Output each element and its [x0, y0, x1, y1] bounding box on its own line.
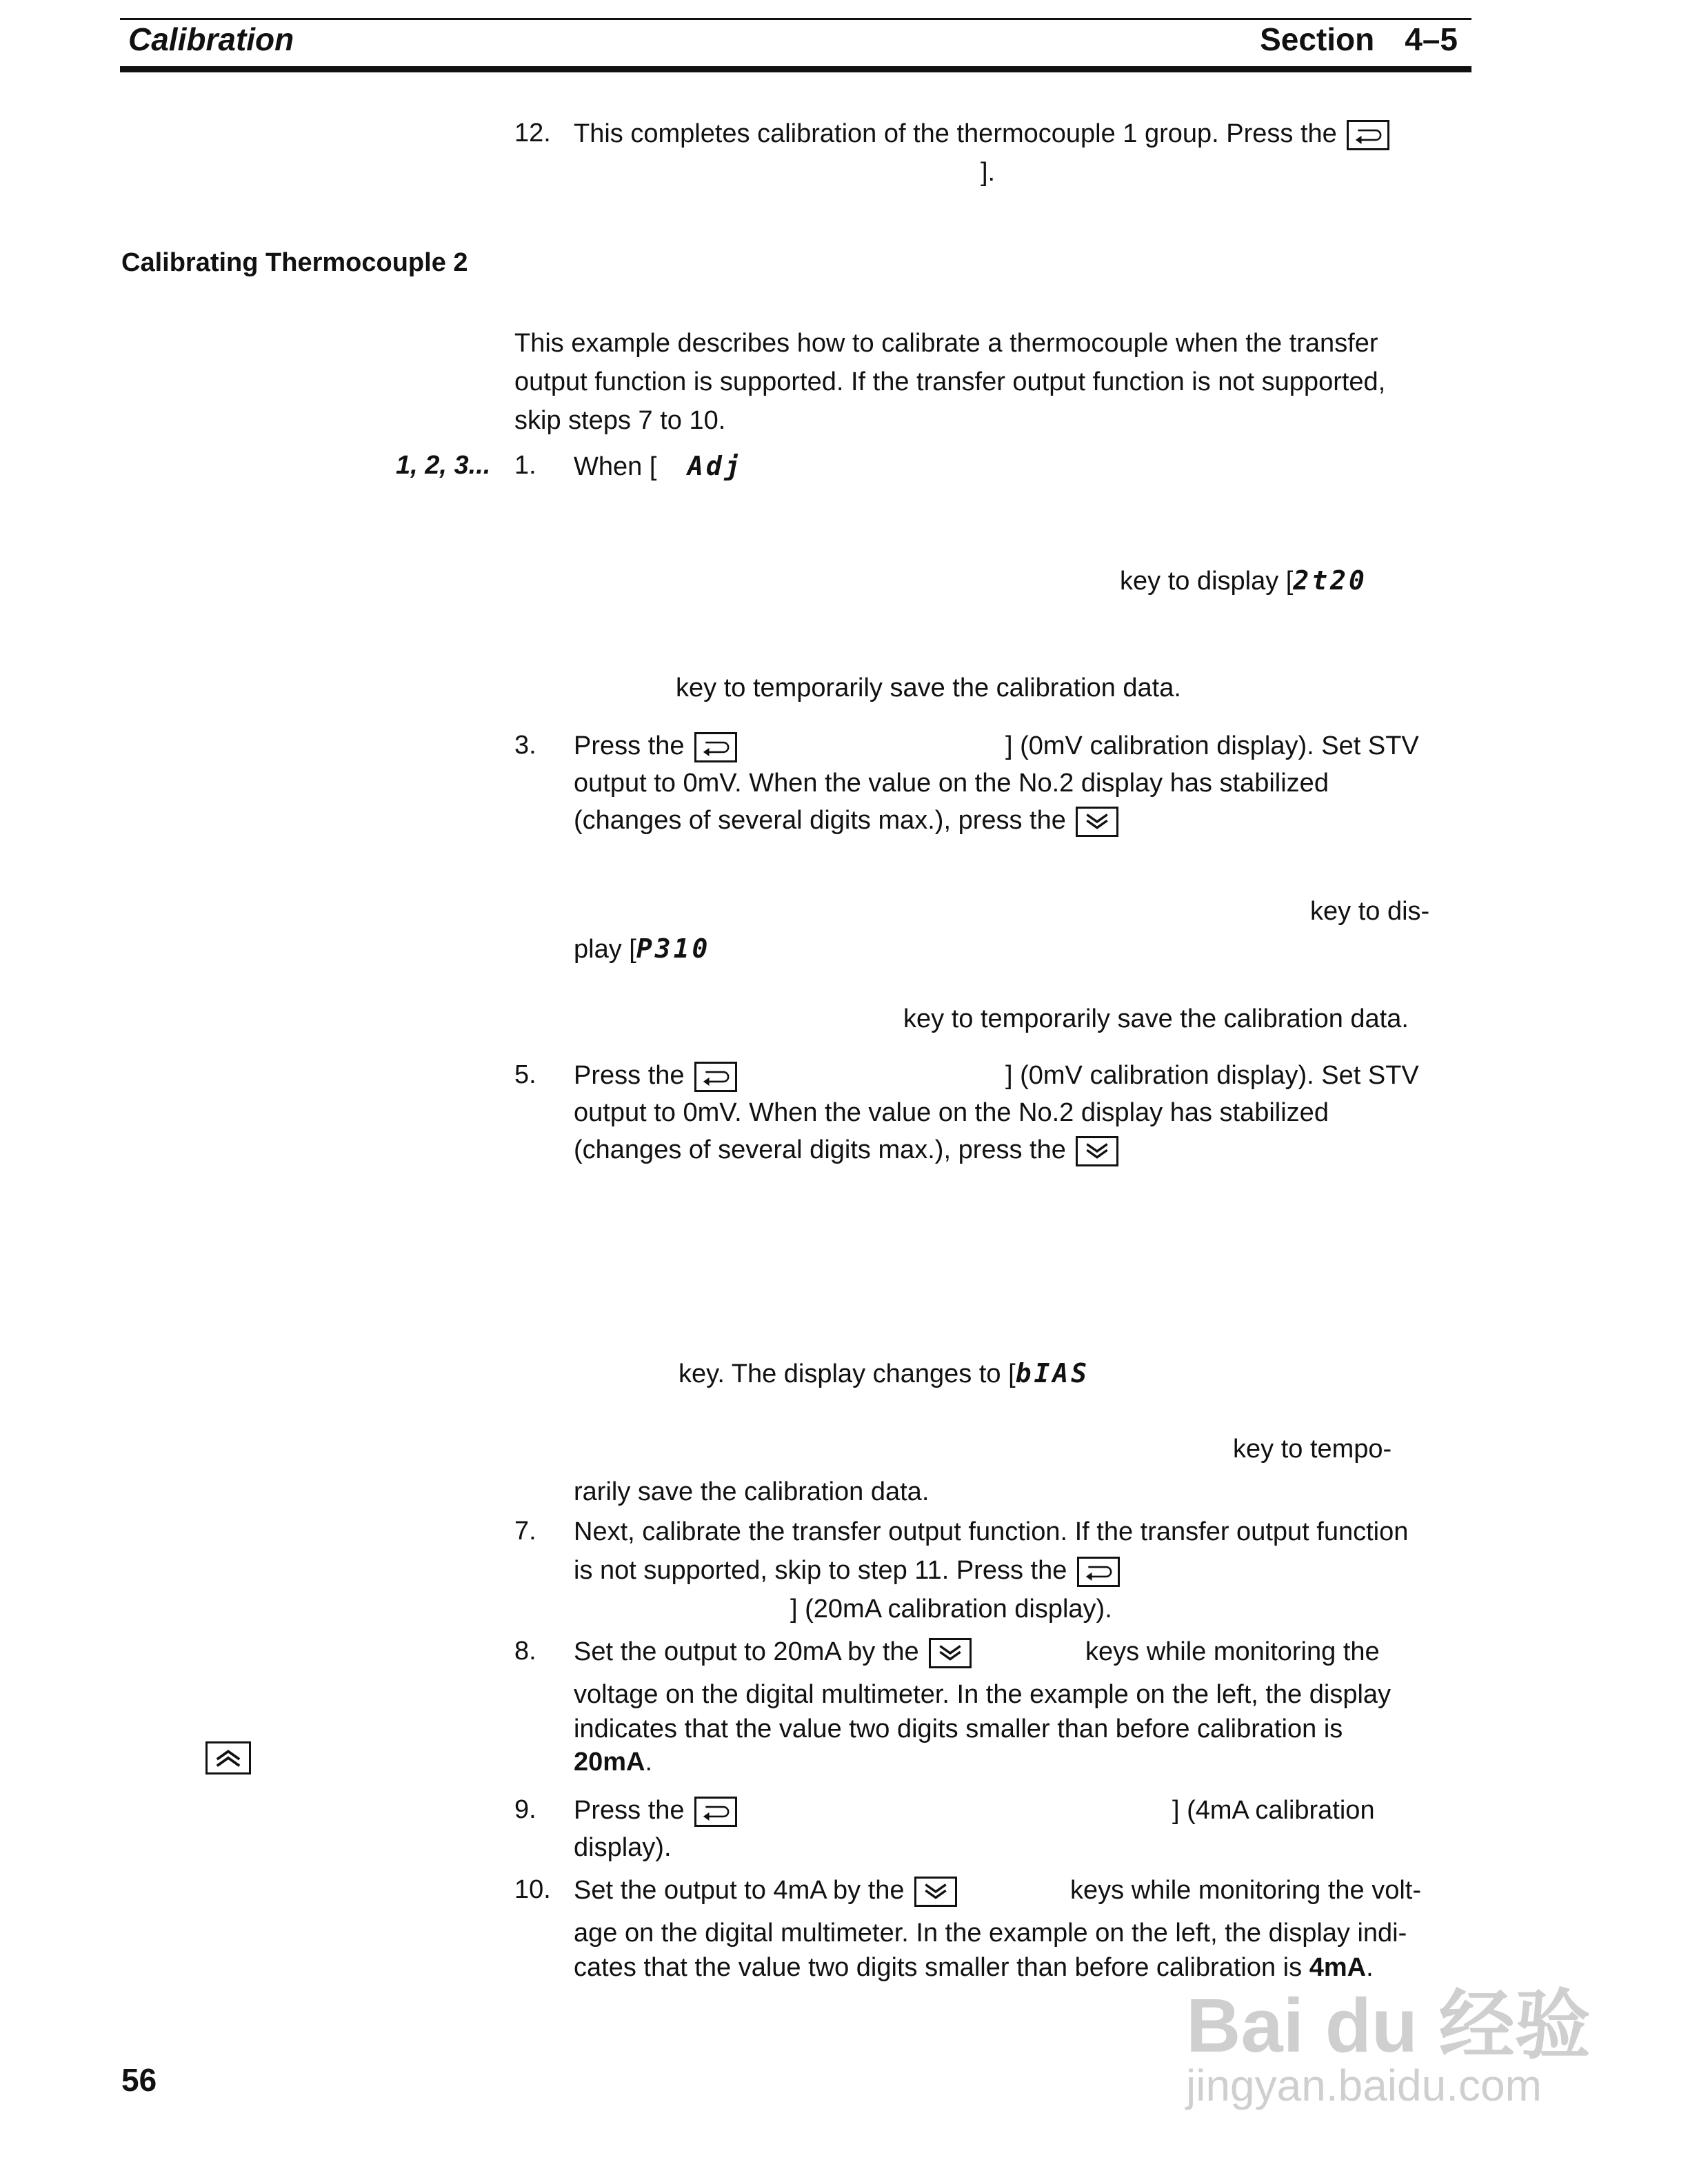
- step8-line2: voltage on the digital multimeter. In the example on the left, the display: [574, 1680, 1391, 1709]
- intro-line3: skip steps 7 to 10.: [514, 406, 726, 435]
- step-text: cates that the value two digits smaller than before calibration is: [574, 1953, 1303, 1982]
- step-number: 9.: [514, 1795, 536, 1824]
- step-text: When [: [574, 452, 657, 481]
- down-key-icon: [1076, 807, 1118, 837]
- step2-line2: key to temporarily save the calibration data.: [676, 674, 1181, 702]
- step-text: key. The display changes to [: [679, 1359, 1016, 1388]
- header-bottom-rule: [120, 66, 1471, 72]
- step-text: .: [1366, 1953, 1374, 1982]
- step10-line1a: [574, 1875, 960, 1907]
- step4-line2: [574, 933, 710, 966]
- step-text: (changes of several digits max.), press the: [574, 806, 1066, 835]
- mode-key-icon: [694, 1062, 737, 1092]
- step10-line2: age on the digital multimeter. In the example on the left, the display indi-: [574, 1919, 1407, 1948]
- step5-line2: output to 0mV. When the value on the No.2 display has stabilized: [574, 1098, 1329, 1127]
- step12-line1: [574, 119, 1392, 150]
- bold-value: 4mA: [1309, 1953, 1367, 1982]
- step8-line1b: keys while monitoring the: [1085, 1637, 1380, 1666]
- step8-line4: [574, 1747, 652, 1779]
- mode-key-icon: [694, 732, 737, 762]
- mode-key-icon: [694, 1797, 737, 1827]
- step5-line1a: [574, 1060, 740, 1092]
- up-key-icon: [205, 1741, 251, 1775]
- segment-display: bIAS: [1015, 1358, 1090, 1388]
- segment-display: P310: [636, 933, 711, 964]
- subheading: Calibrating Thermocouple 2: [121, 248, 468, 277]
- step7-line2: [574, 1555, 1123, 1587]
- down-key-icon: [1076, 1136, 1118, 1166]
- step1-line1: [574, 451, 743, 483]
- header-top-rule: [120, 18, 1471, 20]
- watermark-url: jingyan.baidu.com: [1186, 2061, 1542, 2110]
- header-section-number: 4–5: [1405, 21, 1458, 57]
- step-text: Set the output to 20mA by the: [574, 1637, 919, 1666]
- segment-display: 2t20: [1293, 565, 1367, 596]
- mode-key-icon: [1347, 120, 1389, 150]
- step3-line2: output to 0mV. When the value on the No.2 display has stabilized: [574, 769, 1329, 798]
- step-text: Press the: [574, 731, 685, 760]
- step-text: is not supported, skip to step 11. Press the: [574, 1556, 1067, 1585]
- mode-key-icon: [1077, 1557, 1120, 1587]
- step7-line3: ] (20mA calibration display).: [790, 1595, 1112, 1624]
- step3-line3: [574, 805, 1121, 837]
- step5-line1b: ] (0mV calibration display). Set STV: [1005, 1061, 1419, 1090]
- up-key-margin: [205, 1741, 251, 1775]
- step6-line3: rarily save the calibration data.: [574, 1477, 930, 1506]
- step-text: (changes of several digits max.), press the: [574, 1135, 1066, 1164]
- segment-display: Adj: [687, 451, 743, 481]
- step-text: Press the: [574, 1796, 685, 1825]
- step-number: 5.: [514, 1060, 536, 1089]
- step-number: 10.: [514, 1875, 551, 1904]
- step5-line3: [574, 1135, 1121, 1166]
- intro-line1: This example describes how to calibrate a thermocouple when the transfer: [514, 329, 1378, 358]
- step3-line1a: [574, 731, 740, 762]
- header-section-label: Section: [1260, 21, 1375, 57]
- header-title: Calibration: [128, 21, 294, 57]
- step9-line2: display).: [574, 1833, 672, 1862]
- bold-value: 20mA: [574, 1748, 645, 1777]
- step-text: .: [645, 1748, 653, 1777]
- step4-line3: key to temporarily save the calibration data.: [903, 1004, 1409, 1033]
- step-text: key to display [: [1120, 567, 1294, 596]
- step-text: Set the output to 4mA by the: [574, 1876, 905, 1905]
- down-key-icon: [914, 1877, 957, 1907]
- down-key-icon: [929, 1638, 972, 1668]
- step-text: play [: [574, 935, 636, 964]
- step-number: 8.: [514, 1637, 536, 1666]
- step6-line2: key to tempo-: [1233, 1435, 1392, 1464]
- step9-line1b: ] (4mA calibration: [1172, 1796, 1375, 1825]
- step-text: This completes calibration of the thermocouple 1 group. Press the: [574, 119, 1337, 148]
- step3-line1b: ] (0mV calibration display). Set STV: [1005, 731, 1419, 760]
- header-section: [1260, 21, 1458, 58]
- step8-line3: indicates that the value two digits smaller than before calibration is: [574, 1715, 1343, 1743]
- step8-line1a: [574, 1637, 974, 1668]
- step2-line1: [1120, 565, 1367, 598]
- step-number: 12.: [514, 119, 551, 148]
- watermark-brand: Bai du 经验: [1186, 1983, 1591, 2068]
- intro-line2: output function is supported. If the transfer output function is not supported,: [514, 367, 1386, 396]
- step9-line1a: [574, 1795, 740, 1827]
- step7-line1: Next, calibrate the transfer output function. If the transfer output function: [574, 1517, 1409, 1546]
- step-number: 3.: [514, 731, 536, 760]
- steps-label: 1, 2, 3...: [396, 451, 491, 480]
- step12-line2: ].: [981, 158, 996, 187]
- step-number: 1.: [514, 451, 536, 480]
- step10-line1b: keys while monitoring the volt-: [1070, 1876, 1421, 1905]
- step-number: 7.: [514, 1517, 536, 1546]
- page-number: 56: [121, 2062, 157, 2098]
- step-text: Press the: [574, 1061, 685, 1090]
- step4-line1: key to dis-: [1310, 897, 1430, 926]
- step6-line1: [679, 1358, 1089, 1391]
